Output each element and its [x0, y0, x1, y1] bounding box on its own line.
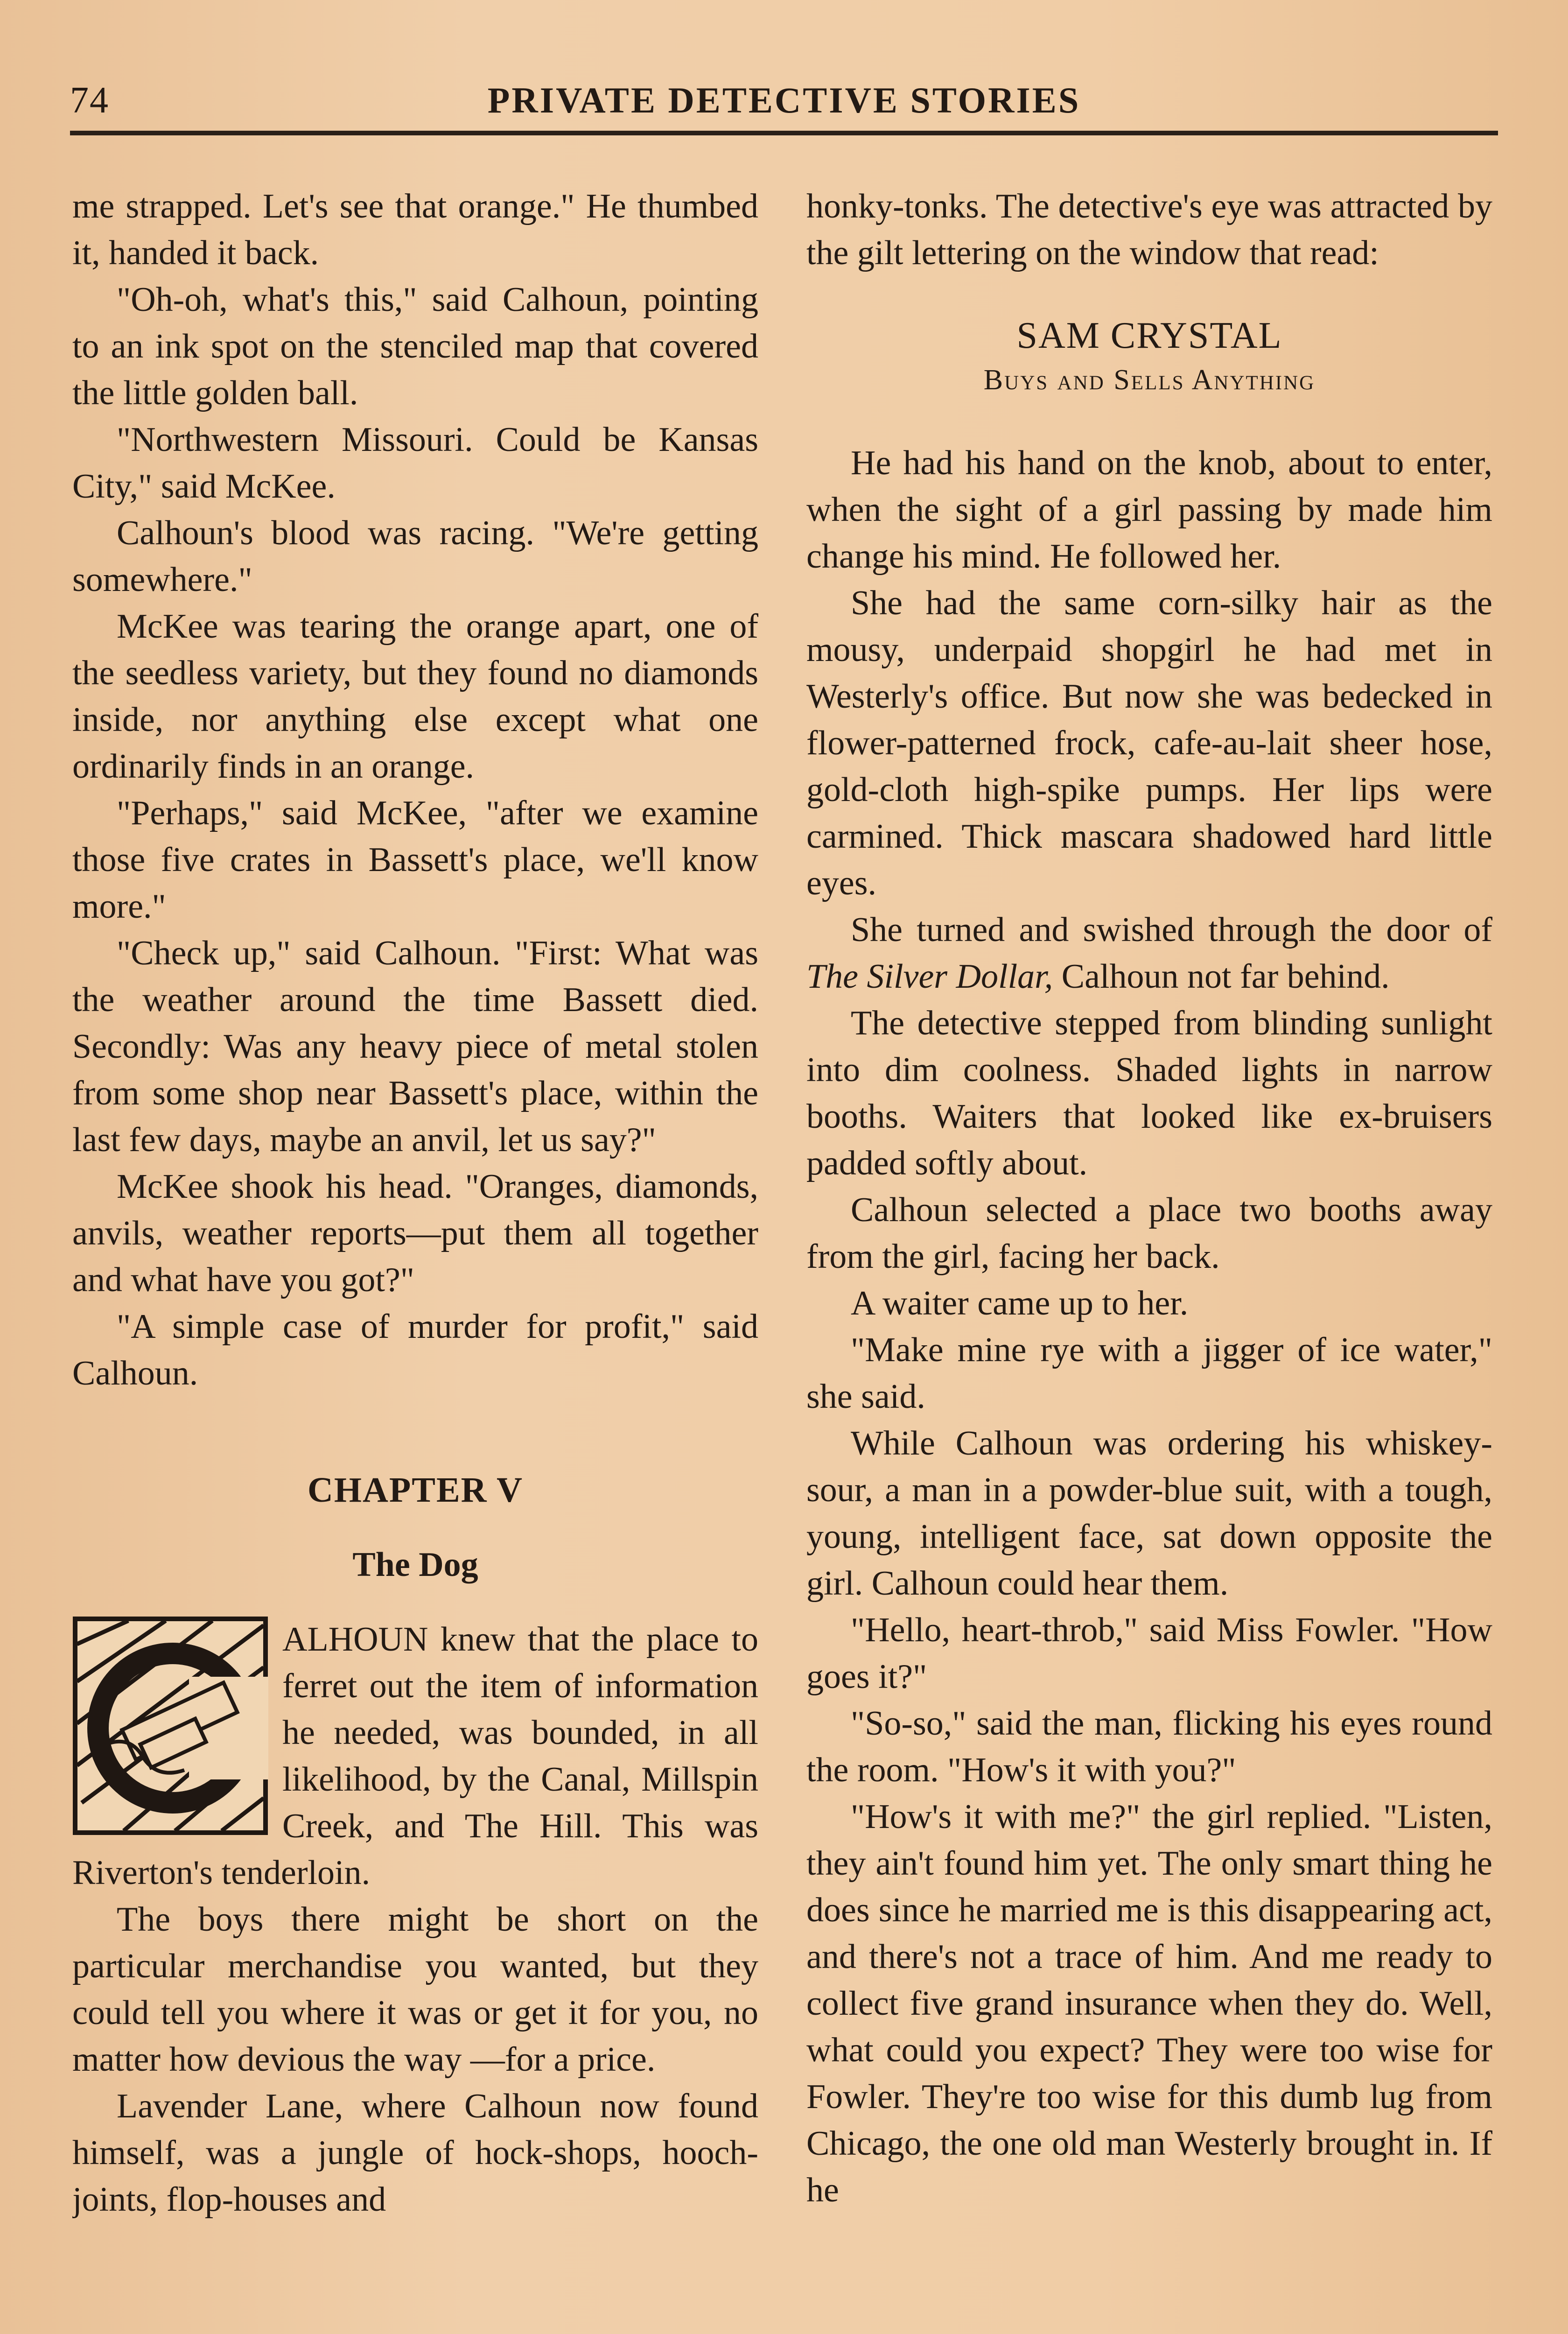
running-title: PRIVATE DETECTIVE STORIES — [487, 80, 1081, 120]
paragraph: "Check up," said Calhoun. "First: What was the weather around the time Bassett died. Secondly: Was any heavy piece of metal stolen from some shop near Bassett's place, within the last few days, maybe an anvil, let us say?" — [72, 934, 758, 1159]
chapter-title: The Dog — [352, 1546, 478, 1584]
paragraph — [806, 907, 1492, 1000]
bar-name: The Silver Dollar, — [806, 957, 1053, 996]
right-column — [806, 183, 1492, 2334]
paragraph: The detective stepped from blinding sunlight into dim coolness. Shaded lights in narrow booths. Waiters that looked like ex-bruisers padded softly about. — [806, 1004, 1492, 1182]
paragraph: "Hello, heart-throb," said Miss Fowler. "How goes it?" — [806, 1611, 1492, 1696]
paragraph: Calhoun's blood was racing. "We're getting somewhere." — [72, 514, 758, 599]
page-header — [70, 75, 1498, 135]
paragraph: She had the same corn-silky hair as the mousy, underpaid shopgirl he had met in Westerly's office. But now she was bedecked in flower-patterned frock, cafe-au-lait sheer hose, gold-cloth high-spike pumps. Her lips were carmined. Thick mascara shadowed hard little eyes. — [806, 584, 1492, 902]
paragraph: The boys there might be short on the particular merchandise you wanted, but they could tell you where it was or get it for you, no matter how devious the way —for a price. — [72, 1900, 758, 2079]
paragraph: "How's it with me?" the girl replied. "Listen, they ain't found him yet. The only smart thing he does since he married me is this disappearing act, and there's not a trace of him. And me ready to collect five grand insurance when they do. Well, what could you expect? They were too wise for Fowler. They're too wise for this dumb lug from Chicago, the one old man Westerly brought in. If he — [806, 1798, 1492, 2209]
paragraph: "So-so," said the man, flicking his eyes round the room. "How's it with you?" — [806, 1704, 1492, 1789]
paragraph: "Make mine rye with a jigger of ice water," she said. — [806, 1331, 1492, 1416]
text-span: She turned and swished through the door of — [851, 911, 1492, 949]
paragraph: Lavender Lane, where Calhoun now found himself, was a jungle of hock-shops, hooch-joints, flop-houses and — [72, 2087, 758, 2219]
page-number: 74 — [70, 80, 109, 121]
paragraph: honky-tonks. The detective's eye was attracted by the gilt lettering on the window that read: — [806, 187, 1492, 272]
paragraph: Calhoun selected a place two booths away from the girl, facing her back. — [806, 1191, 1492, 1276]
paragraph: "Perhaps," said McKee, "after we examine those five crates in Bassett's place, we'll know more." — [72, 794, 758, 926]
paragraph: McKee was tearing the orange apart, one of the seedless variety, but they found no diamonds inside, nor anything else except what one ordinarily finds in an orange. — [72, 607, 758, 786]
sign-name: SAM CRYSTAL — [1016, 315, 1282, 356]
window-sign — [806, 314, 1492, 402]
paragraph: While Calhoun was ordering his whiskey-sour, a man in a powder-blue suit, with a tough, young, intelligent face, sat down opposite the girl. Calhoun could hear them. — [806, 1424, 1492, 1603]
text-span: Calhoun not far behind. — [1053, 957, 1390, 996]
sign-subtitle: Buys and Sells Anything — [983, 364, 1316, 396]
paragraph: "Oh-oh, what's this," said Calhoun, pointing to an ink spot on the stenciled map that covered the little golden ball. — [72, 281, 758, 412]
paragraph: A waiter came up to her. — [851, 1284, 1189, 1322]
paragraph: He had his hand on the knob, about to enter, when the sight of a girl passing by made him change his mind. He followed her. — [806, 444, 1492, 576]
paragraph: me strapped. Let's see that orange." He thumbed it, handed it back. — [72, 187, 758, 272]
paragraph: ALHOUN knew that the place to ferret out the item of information he needed, was bounded, in all likelihood, by the Canal, Millspin Creek, and The Hill. This was Riverton's tenderloin. — [72, 1620, 758, 1892]
paragraph: "A simple case of murder for profit," said Calhoun. — [72, 1308, 758, 1392]
chapter-heading: CHAPTER V — [307, 1470, 524, 1510]
left-column — [72, 183, 758, 2334]
paragraph: McKee shook his head. "Oranges, diamonds, anvils, weather reports—put them all together and what have you got?" — [72, 1167, 758, 1299]
drop-cap-c-illustration-icon — [72, 1616, 268, 1835]
paragraph: "Northwestern Missouri. Could be Kansas City," said McKee. — [72, 421, 758, 506]
